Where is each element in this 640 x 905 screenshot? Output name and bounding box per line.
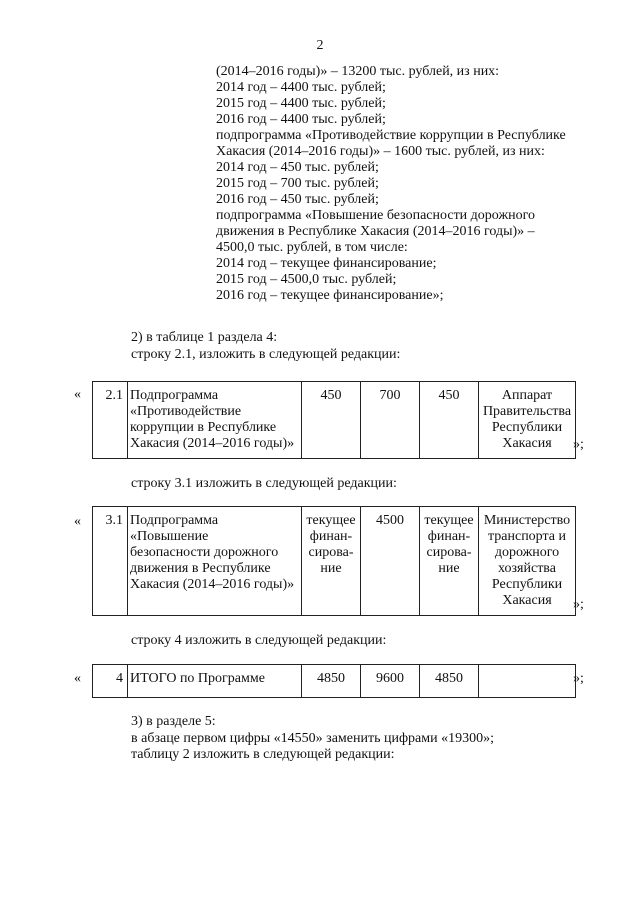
open-quote: « xyxy=(74,671,81,686)
value-line: ние xyxy=(438,561,460,576)
executor-line: Республики xyxy=(491,577,563,592)
row-number: 3.1 xyxy=(93,507,128,616)
value-line: сирова- xyxy=(426,545,472,560)
text-line: 2014 год – 450 тыс. рублей; xyxy=(216,160,379,175)
value-2016: 4850 xyxy=(420,665,479,698)
close-quote: »; xyxy=(573,437,584,452)
value-2016 xyxy=(420,507,479,616)
executor-line: Министерство xyxy=(483,513,571,528)
executor-line: Правительства xyxy=(482,404,572,419)
text-line: 2015 год – 4500,0 тыс. рублей; xyxy=(216,272,397,287)
text-line: 3) в разделе 5: xyxy=(131,714,216,729)
text-line: (2014–2016 годы)» – 13200 тыс. рублей, из них: xyxy=(216,64,500,79)
executor-cell xyxy=(479,507,576,616)
section-2-intro xyxy=(131,330,601,363)
value-line: ние xyxy=(320,561,342,576)
value-2014 xyxy=(302,507,361,616)
text-line: Хакасия (2014–2016 годы)» – 1600 тыс. рублей, из них: xyxy=(216,144,545,159)
funding-paragraph xyxy=(216,64,596,304)
row-4-intro xyxy=(131,633,601,650)
open-quote: « xyxy=(74,514,81,529)
text-line: 2016 год – 4400 тыс. рублей; xyxy=(216,112,386,127)
value-line: финан- xyxy=(427,529,471,544)
row-number: 4 xyxy=(93,665,128,698)
executor-line: Республики xyxy=(491,420,563,435)
close-quote: »; xyxy=(573,671,584,686)
text-line: подпрограмма «Повышение безопасности дорожного xyxy=(216,208,536,223)
executor-line: Хакасия xyxy=(502,593,552,608)
program-name-line: Подпрограмма «Повышение xyxy=(130,513,219,544)
text-line: подпрограмма «Противодействие коррупции в Республике xyxy=(216,128,566,143)
program-name-line: коррупции в Республике xyxy=(130,420,277,435)
value-line: финан- xyxy=(309,529,353,544)
text-line: таблицу 2 изложить в следующей редакции: xyxy=(131,747,395,762)
text-line: строку 3.1 изложить в следующей редакции: xyxy=(131,476,397,491)
row-number: 2.1 xyxy=(93,382,128,459)
value-2015: 4500 xyxy=(361,507,420,616)
executor-cell xyxy=(479,382,576,459)
executor-line: хозяйства xyxy=(498,561,556,576)
program-name-line: безопасности дорожного xyxy=(130,545,279,560)
executor-line: дорожного xyxy=(494,545,560,560)
executor-cell xyxy=(479,665,576,698)
close-quote: »; xyxy=(573,597,584,612)
text-line: 2015 год – 4400 тыс. рублей; xyxy=(216,96,386,111)
executor-line: Аппарат xyxy=(501,388,553,403)
program-name-line: движения в Республике xyxy=(130,561,271,576)
program-name-line: Хакасия (2014–2016 годы)» xyxy=(130,577,295,592)
executor-line: Хакасия xyxy=(502,436,552,451)
table-row-4 xyxy=(92,664,576,698)
value-2015: 9600 xyxy=(361,665,420,698)
value-line: сирова- xyxy=(308,545,354,560)
program-name-line: «Противодействие xyxy=(130,404,242,419)
program-name-cell: ИТОГО по Программе xyxy=(128,665,302,698)
table-row-3-1 xyxy=(92,506,576,616)
value-line: текущее xyxy=(306,513,356,528)
value-2016: 450 xyxy=(420,382,479,459)
program-name-line: Подпрограмма xyxy=(130,388,219,403)
value-2014: 4850 xyxy=(302,665,361,698)
section-3 xyxy=(131,714,601,764)
program-name-line: Хакасия (2014–2016 годы)» xyxy=(130,436,295,451)
program-name-cell xyxy=(128,382,302,459)
program-name-cell xyxy=(128,507,302,616)
table-row xyxy=(93,382,576,459)
table-row xyxy=(93,507,576,616)
text-line: 2015 год – 700 тыс. рублей; xyxy=(216,176,379,191)
text-line: 2014 год – 4400 тыс. рублей; xyxy=(216,80,386,95)
value-2015: 700 xyxy=(361,382,420,459)
text-line: движения в Республике Хакасия (2014–2016 годы)» – xyxy=(216,224,535,239)
value-line: текущее xyxy=(424,513,474,528)
text-line: 2016 год – 450 тыс. рублей; xyxy=(216,192,379,207)
text-line: 2016 год – текущее финансирование»; xyxy=(216,288,444,303)
text-line: 2014 год – текущее финансирование; xyxy=(216,256,437,271)
table-row xyxy=(93,665,576,698)
executor-line: транспорта и xyxy=(487,529,566,544)
value-2014: 450 xyxy=(302,382,361,459)
text-line: 4500,0 тыс. рублей, в том числе: xyxy=(216,240,408,255)
text-line: 2) в таблице 1 раздела 4: xyxy=(131,330,278,345)
row-3-1-intro xyxy=(131,476,601,493)
text-line: строку 4 изложить в следующей редакции: xyxy=(131,633,387,648)
text-line: в абзаце первом цифры «14550» заменить цифрами «19300»; xyxy=(131,730,494,746)
page-number: 2 xyxy=(316,38,324,53)
open-quote: « xyxy=(74,387,81,402)
table-row-2-1 xyxy=(92,381,576,459)
text-line: строку 2.1, изложить в следующей редакции: xyxy=(131,346,401,362)
